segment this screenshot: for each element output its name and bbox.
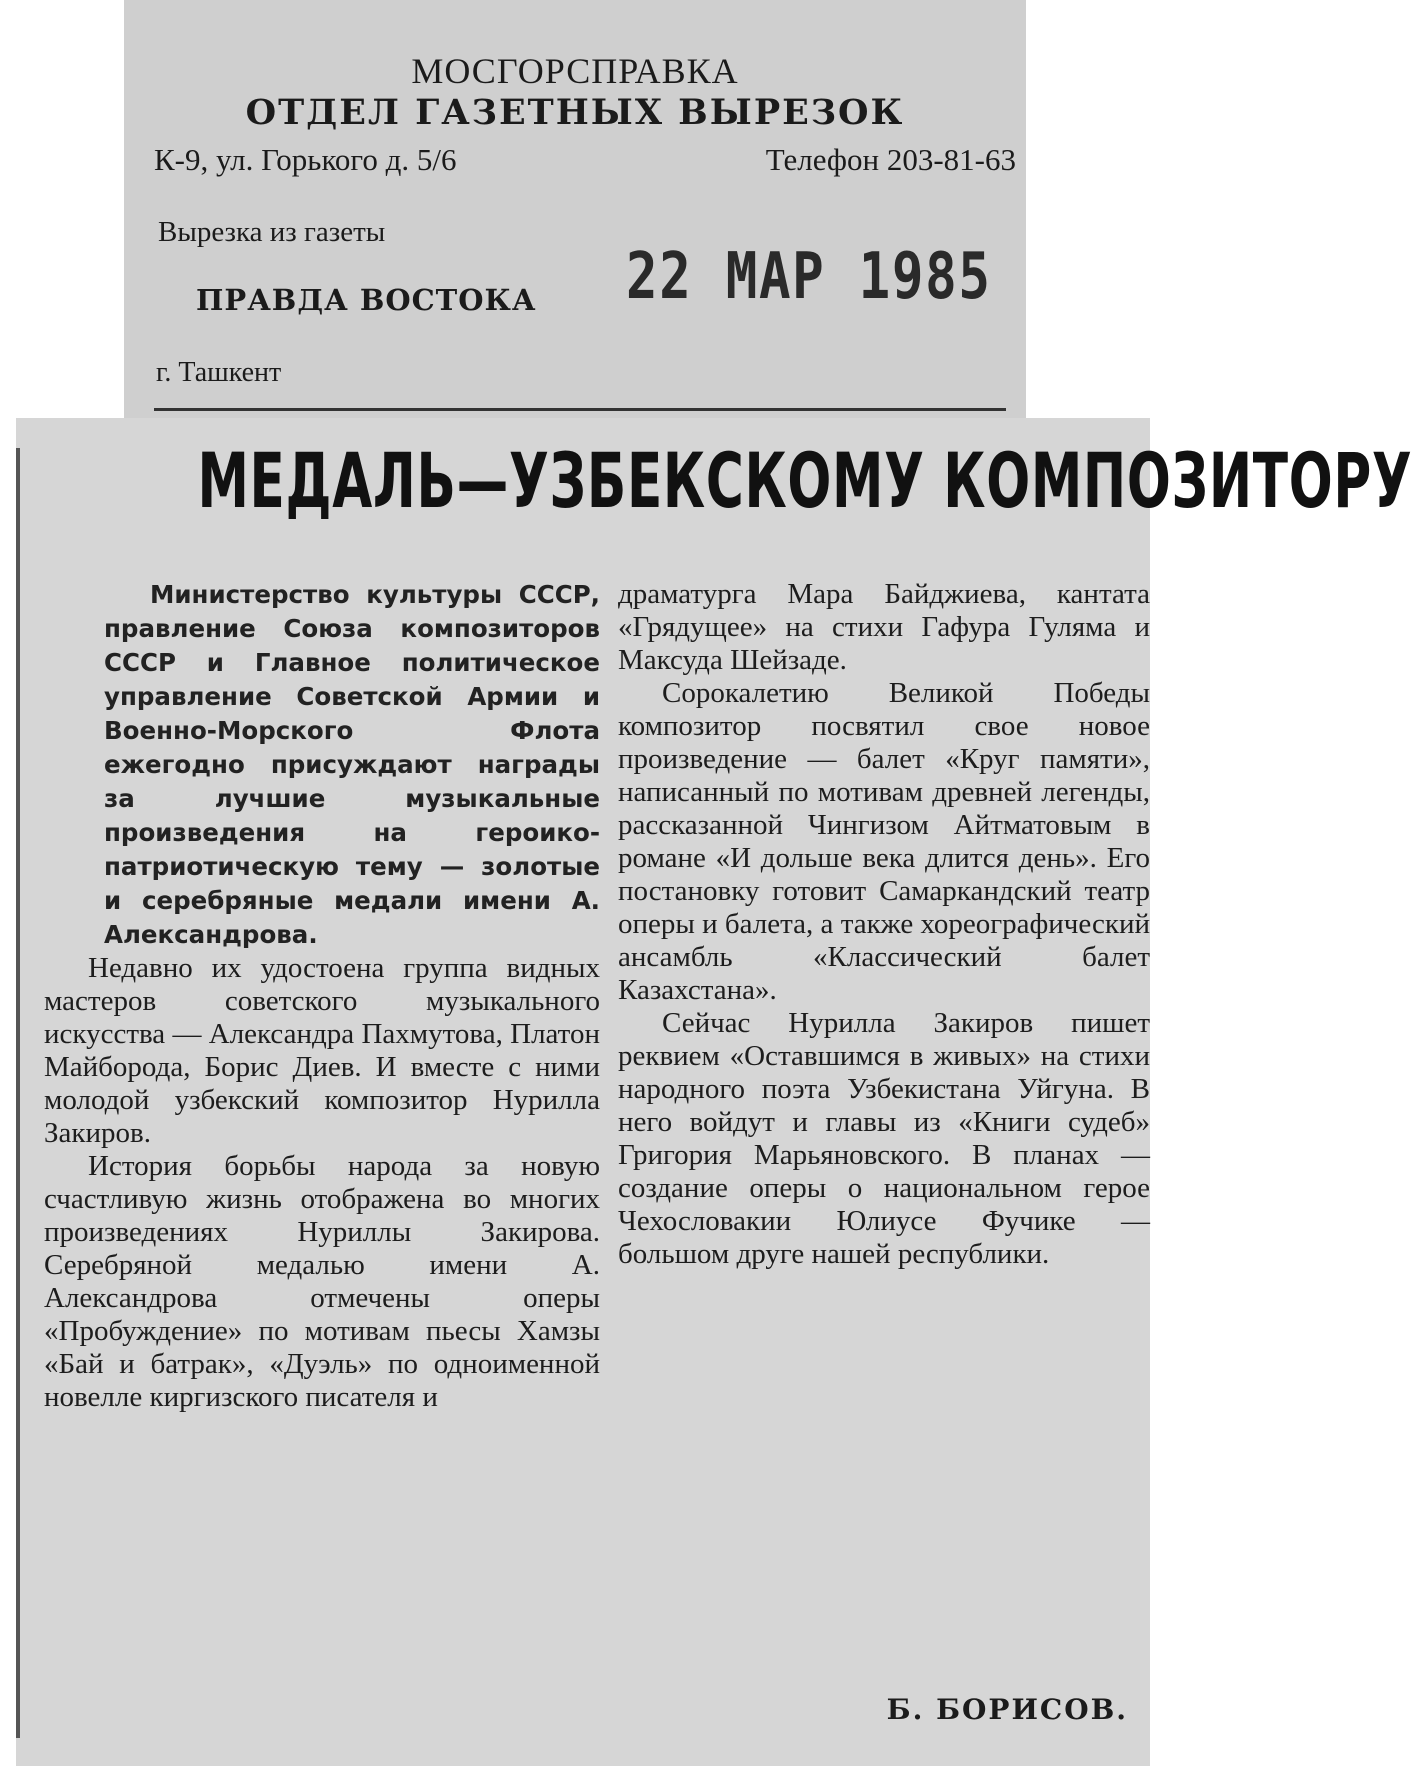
divider-rule [154,408,1006,411]
department-name: ОТДЕЛ ГАЗЕТНЫХ ВЫРЕЗОК [245,92,905,133]
article-column-left [44,578,600,1414]
article-paragraph: Сорокалетию Великой Победы композитор посвятил свое новое произведение — балет «Круг памяти», написанный по мотивам древней легенды, рассказанной Чингизом Айтматовым в романе «И дольше века длится день». Его постановку готовит Самаркандский театр оперы и балета, а также хореографический ансамбль «Классический балет Казахстана». [618,677,1150,1006]
clip-source-label: Вырезка из газеты [158,216,386,248]
contact-row [154,142,1016,178]
article-paragraph: История борьбы народа за новую счастливую жизнь отображена во многих произведениях Нуриллы Закирова. Серебряной медалью имени А. Александрова отмечены оперы «Пробуждение» по мотивам пьесы Хамзы «Бай и батрак», «Дуэль» по одноименной новелле киргизского писателя и [44,1150,600,1413]
article-paragraph: Недавно их удостоена группа видных мастеров советского музыкального искусства — Александра Пахмутова, Платон Майборода, Борис Диев. И вместе с ними молодой узбекский композитор Нурилла Закиров. [44,952,600,1149]
archive-header-slip [124,0,1026,430]
newspaper-clipping [16,418,1412,1766]
city-text: г. Ташкент [156,357,282,388]
article-column-right [618,578,1150,1271]
address-text: К-9, ул. Горького д. 5/6 [154,142,457,177]
article-paragraph-continued: драматурга Мара Байджиева, кантата «Грядущее» на стихи Гафура Гуляма и Максуда Шейзаде. [618,578,1150,676]
newspaper-name: ПРАВДА ВОСТОКА [196,283,537,317]
article-byline: Б. БОРИСОВ. [886,1693,1128,1726]
date-stamp: 22 МАР 1985 [626,240,992,314]
agency-name: МОСГОРСПРАВКА [411,51,739,91]
article-paragraph: Сейчас Нурилла Закиров пишет реквием «Оставшимся в живых» на стихи народного поэта Узбекистана Уйгуна. В него войдут и главы из «Книги судеб» Григория Марьяновского. В планах — создание оперы о национальном герое Чехословакии Юлиусе Фучике — большом друге нашей республики. [618,1007,1150,1270]
article-lead: Министерство культуры СССР, правление Союза композиторов СССР и Главное политическое управление Советской Армии и Военно-Морского Флота ежегодно присуждают награды за лучшие музыкальные произведения на героико-патриотическую тему — золотые и серебряные медали имени А. Александрова. [104,580,600,949]
article-headline: МЕДАЛЬ—УЗБЕКСКОМУ КОМПОЗИТОРУ [197,436,1412,525]
clipping-edge [16,448,20,1738]
phone-text: Телефон 203-81-63 [765,142,1016,177]
